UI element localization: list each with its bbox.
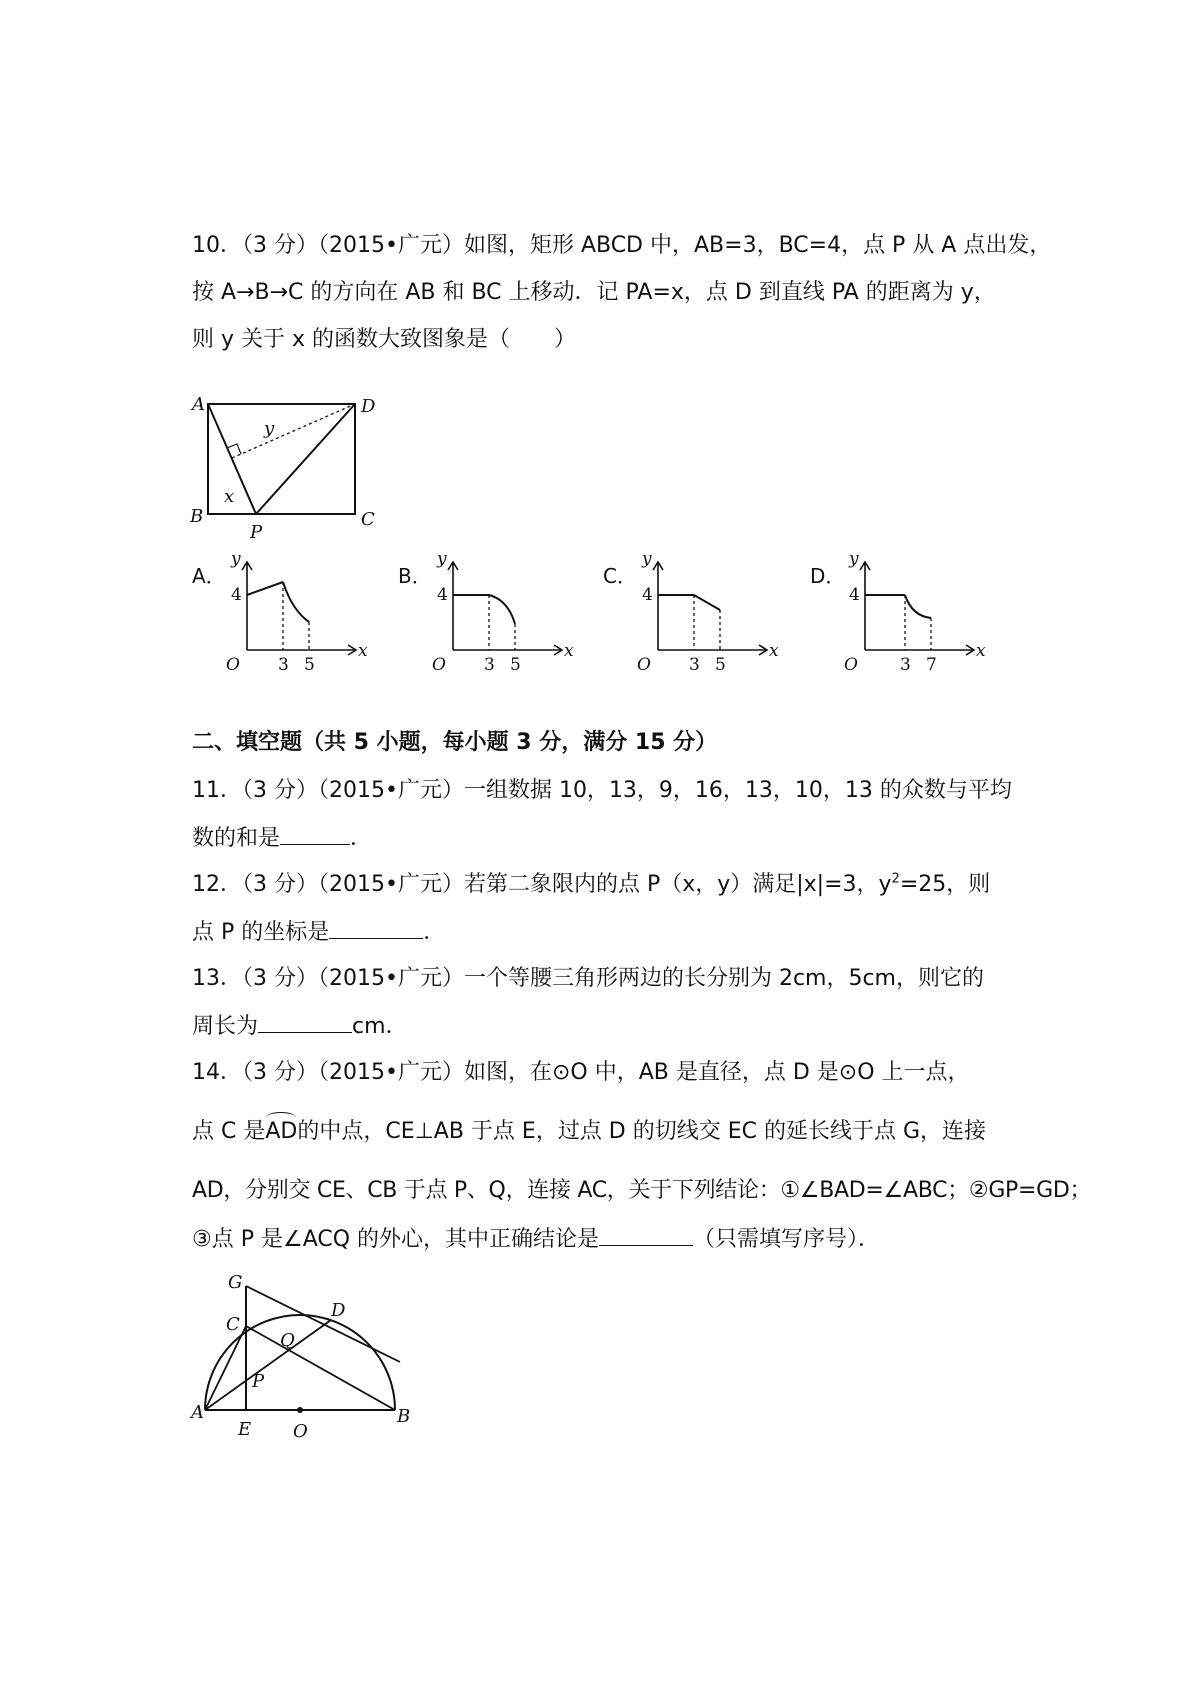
- q14-label-P: P: [252, 1371, 265, 1392]
- q14-line-2: [192, 1118, 986, 1146]
- q10-c-tick-3: 3: [689, 655, 700, 675]
- q10-a-origin: O: [226, 655, 240, 675]
- q14-label-C: C: [226, 1314, 240, 1335]
- q10-a-tick-5: 5: [304, 655, 315, 675]
- q10-d-tick-7: 7: [926, 655, 937, 675]
- q12-superscript: 2: [891, 871, 900, 887]
- q10-c-tick-4: 4: [642, 585, 653, 605]
- q10-d-x-axis-label: x: [976, 641, 986, 661]
- q10-b-origin: O: [432, 655, 446, 675]
- q14-line-4: [192, 1225, 880, 1254]
- q12-line-2: [192, 918, 445, 947]
- q13-line-2: [192, 1012, 408, 1041]
- q10-option-b-graph: [428, 549, 578, 675]
- q14-label-O: O: [293, 1421, 308, 1442]
- q13-text: 周长为: [192, 1014, 259, 1039]
- q10-a-x-axis-label: x: [358, 641, 368, 661]
- q10-option-c-label: C．: [603, 564, 637, 588]
- q14-label-Q: Q: [280, 1330, 295, 1351]
- q10-b-y-axis-label: y: [437, 549, 447, 569]
- q10-label-C: C: [361, 509, 375, 530]
- q10-line-3: 则 y 关于 x 的函数大致图象是（ ）: [192, 327, 577, 352]
- q10-rectangle-figure: [180, 388, 380, 548]
- q12-text-c: 点 P 的坐标是: [192, 920, 330, 945]
- q10-option-d-graph: [840, 549, 990, 675]
- q14-text-d: （只需填写序号）．: [693, 1227, 881, 1252]
- q10-a-y-axis-label: y: [231, 549, 241, 569]
- q10-label-P: P: [250, 522, 263, 543]
- q10-b-tick-4: 4: [437, 585, 448, 605]
- q14-line-3: AD，分别交 CE、CB 于点 P、Q，连接 AC，关于下列结论：①∠BAD=∠ABC；②GP=GD；: [192, 1178, 1092, 1203]
- q10-option-c-graph: [633, 549, 783, 675]
- q14-line-1: 14．（3 分）（2015•广元）如图，在⊙O 中，AB 是直径，点 D 是⊙O 上一点，: [192, 1060, 970, 1085]
- q10-line-2: 按 A→B→C 的方向在 AB 和 BC 上移动．记 PA=x，点 D 到直线 PA 的距离为 y，: [192, 280, 996, 305]
- q14-label-D: D: [331, 1300, 346, 1321]
- q12-period: ．: [423, 920, 446, 945]
- q11-answer-blank[interactable]: [280, 824, 350, 845]
- q13-answer-blank[interactable]: [258, 1012, 352, 1033]
- q12-answer-blank[interactable]: [329, 918, 423, 939]
- q14-text-c: ③点 P 是∠ACQ 的外心，其中正确结论是: [192, 1227, 600, 1252]
- q14-text-b: 的中点，CE⊥AB 于点 E，过点 D 的切线交 EC 的延长线于点 G，连接: [297, 1119, 987, 1144]
- q10-option-d-label: D．: [810, 564, 846, 588]
- q12-text-b: =25，则: [899, 872, 991, 897]
- q10-d-tick-3: 3: [900, 655, 911, 675]
- q14-circle-figure: [180, 1262, 420, 1452]
- q12-line-1: [192, 871, 990, 899]
- q11-line-2: [192, 824, 372, 853]
- q10-label-D: D: [361, 396, 376, 417]
- q10-c-y-axis-label: y: [642, 549, 652, 569]
- q14-label-B: B: [397, 1406, 411, 1427]
- q13-line-1: 13．（3 分）（2015•广元）一个等腰三角形两边的长分别为 2cm，5cm，则它的: [192, 966, 984, 991]
- q10-label-B: B: [190, 506, 204, 527]
- q10-option-b-label: B．: [398, 564, 432, 588]
- q10-c-x-axis-label: x: [769, 641, 779, 661]
- q14-label-A: A: [191, 1402, 204, 1423]
- q10-option-a-graph: [222, 549, 372, 675]
- q11-line-1: 11．（3 分）（2015•广元）一组数据 10，13，9，16，13，10，13 的众数与平均: [192, 778, 1012, 803]
- q10-d-origin: O: [844, 655, 858, 675]
- q10-a-tick-4: 4: [231, 585, 242, 605]
- q13-unit: cm．: [352, 1014, 408, 1039]
- q11-text: 数的和是: [192, 826, 281, 851]
- q12-text-a: 12．（3 分）（2015•广元）若第二象限内的点 P（x，y）满足|x|=3，y: [192, 872, 892, 897]
- q10-label-x: x: [224, 486, 235, 507]
- q10-line-1: 10．（3 分）（2015•广元）如图，矩形 ABCD 中，AB=3，BC=4，点 P 从 A 点出发，: [192, 233, 1052, 258]
- q10-b-x-axis-label: x: [564, 641, 574, 661]
- q10-c-tick-5: 5: [715, 655, 726, 675]
- q10-option-a-label: A．: [192, 564, 226, 588]
- q10-d-y-axis-label: y: [849, 549, 859, 569]
- q14-label-G: G: [228, 1272, 243, 1293]
- q10-label-y: y: [264, 418, 275, 439]
- q10-c-origin: O: [637, 655, 651, 675]
- q10-a-tick-3: 3: [278, 655, 289, 675]
- q14-text-a: 点 C 是: [192, 1119, 266, 1144]
- q14-label-E: E: [238, 1419, 252, 1440]
- q10-d-tick-4: 4: [849, 585, 860, 605]
- q10-b-tick-5: 5: [510, 655, 521, 675]
- section-2-heading: 二、填空题（共 5 小题，每小题 3 分，满分 15 分）: [192, 730, 718, 755]
- q10-label-A: A: [192, 394, 205, 415]
- q11-period: ．: [350, 826, 373, 851]
- q10-b-tick-3: 3: [484, 655, 495, 675]
- q14-answer-blank[interactable]: [599, 1225, 693, 1246]
- q14-arc-ad: AD: [265, 1119, 298, 1144]
